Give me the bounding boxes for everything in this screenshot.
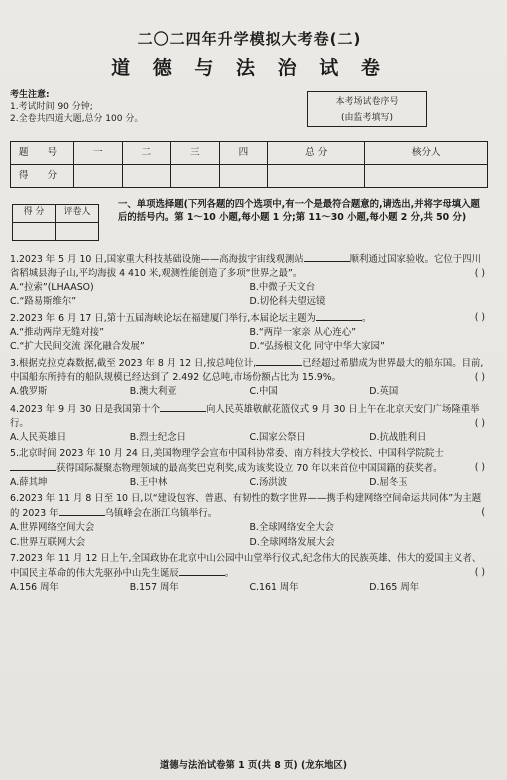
answer-bracket[interactable]: ( ) <box>474 566 485 578</box>
grader-cell <box>56 222 99 240</box>
answer-option[interactable]: B.中微子天文台 <box>249 281 316 293</box>
question-stem <box>10 447 489 476</box>
question-text: 乌镇峰会在浙江乌镇举行。 <box>104 508 218 520</box>
answer-option[interactable]: C.国家公祭日 <box>249 431 306 443</box>
answer-option[interactable]: A.薛其坤 <box>10 477 48 489</box>
question-stem <box>10 552 489 581</box>
score-header-cell: 一 <box>74 141 123 164</box>
score-cell <box>171 164 220 187</box>
question-stem <box>10 492 489 521</box>
question-text: 向人民英雄敬献花篮仪式 9 月 30 日上午在北京天安门广场隆重举行。 <box>10 403 480 429</box>
answer-option[interactable]: B.“两岸一家亲 从心连心” <box>249 327 356 339</box>
answer-option[interactable]: C.“扩大民间交流 深化融合发展” <box>10 341 145 353</box>
answer-blank <box>10 461 56 471</box>
notice-item: 2.全卷共四道大题,总分 100 分。 <box>10 113 144 124</box>
question-item <box>10 492 489 549</box>
answer-bracket[interactable]: ( ) <box>474 417 485 429</box>
answer-option[interactable]: A.“推动两岸无缝对接” <box>10 327 104 339</box>
score-cell <box>122 164 171 187</box>
answer-option[interactable]: B.王中林 <box>129 477 168 489</box>
answer-option[interactable]: D.抗战胜利日 <box>369 431 427 443</box>
answer-option[interactable]: D.全球网络发展大会 <box>249 536 335 548</box>
answer-option[interactable]: D.切伦科夫望远镜 <box>249 295 326 307</box>
answer-option[interactable]: D.屈冬玉 <box>369 477 408 489</box>
score-header-cell: 三 <box>171 141 220 164</box>
question-text: 。 <box>361 312 372 324</box>
question-item <box>10 402 489 445</box>
sequence-note: (由监考填写) <box>340 112 394 123</box>
section-instructions: 一、单项选择题(下列各题的四个选项中,有一个是最符合题意的,请选出,并将字母填入题后的括号内。第 1～10 小题,每小题 1 分;第 11～30 小题,每小题 2 分,共 50 分) <box>118 198 480 224</box>
grader-cell <box>13 222 56 240</box>
answer-option[interactable]: A.人民英雄日 <box>10 431 67 443</box>
question-text: 6.2023 年 11 月 8 日至 10 日,以“建设包容、普惠、有韧性的数字世界——携手构建网络空间命运共同体”为主题的 2023 年 <box>10 493 482 520</box>
question-list <box>10 252 489 596</box>
answer-option[interactable]: B.澳大利亚 <box>129 386 177 398</box>
option-group <box>10 385 489 399</box>
sequence-label: 本考场试卷序号 <box>335 96 399 107</box>
score-cell <box>268 164 365 187</box>
question-stem <box>10 311 489 326</box>
question-item <box>10 356 489 399</box>
answer-option[interactable]: A.156 周年 <box>10 581 59 593</box>
page-footer: 道德与法治试卷第 1 页(共 8 页) (龙东地区) <box>159 760 348 772</box>
answer-option[interactable]: A.俄罗斯 <box>10 386 48 398</box>
question-text: 1.2023 年 5 月 10 日,国家重大科技基础设施——高海拔宇宙线观测站 <box>10 253 304 265</box>
answer-option[interactable]: B.烈士纪念日 <box>129 431 187 443</box>
answer-option[interactable]: A.“拉索”(LHAASO) <box>10 281 94 293</box>
answer-blank <box>304 252 350 262</box>
answer-option[interactable]: B.全球网络安全大会 <box>249 522 334 534</box>
paper-sequence-box <box>307 91 427 127</box>
answer-option[interactable]: D.英国 <box>369 386 399 398</box>
grader-table <box>12 204 99 241</box>
score-table-header-row <box>11 141 488 164</box>
notice-heading: 考生注意: <box>10 89 50 100</box>
notice-item: 1.考试时间 90 分钟; <box>10 101 93 112</box>
answer-option[interactable]: D.“弘扬根文化 同守中华大家园” <box>249 341 385 353</box>
question-stem <box>10 402 489 431</box>
score-header-cell: 二 <box>122 141 171 164</box>
score-header-cell: 题 号 <box>11 141 74 164</box>
question-text: 。 <box>224 567 235 579</box>
exam-title: 二〇二四年升学模拟大考卷(二) <box>137 30 362 48</box>
option-group <box>10 521 489 549</box>
answer-option[interactable]: C.汤洪波 <box>249 477 288 489</box>
answer-blank <box>256 356 302 366</box>
score-cell <box>365 164 488 187</box>
question-text: 获得国际凝聚态物理领域的最高奖巴克利奖,成为该奖设立 70 年以来首位中国国籍的获奖者。 <box>56 463 443 475</box>
score-table <box>10 141 488 188</box>
score-header-cell: 四 <box>219 141 268 164</box>
score-header-cell: 核分人 <box>365 141 488 164</box>
score-cell <box>219 164 268 187</box>
answer-bracket[interactable]: ( <box>481 507 485 519</box>
question-item <box>10 552 489 595</box>
option-group <box>10 431 489 445</box>
answer-bracket[interactable]: ( ) <box>474 462 485 474</box>
option-group <box>10 476 489 490</box>
answer-blank <box>160 402 206 412</box>
answer-option[interactable]: B.157 周年 <box>129 581 179 593</box>
grader-cell: 评卷人 <box>56 204 99 222</box>
answer-option[interactable]: C.161 周年 <box>249 581 299 593</box>
answer-blank <box>179 566 225 576</box>
score-row-label: 得 分 <box>11 164 74 187</box>
question-text: 7.2023 年 11 月 12 日上午,全国政协在北京中山公园中山堂举行仪式,纪念伟大的民族英雄、伟大的爱国主义者、中国民主革命的伟大先驱孙中山先生诞辰 <box>10 552 482 579</box>
subject-title: 道 德 与 法 治 试 卷 <box>111 56 388 79</box>
answer-option[interactable]: C.“路易斯维尔” <box>10 295 77 307</box>
question-item <box>10 252 489 309</box>
question-text: 2.2023 年 6 月 17 日,第十五届海峡论坛在福建厦门举行,本届论坛主题为 <box>10 312 316 324</box>
grader-cell: 得 分 <box>13 204 56 222</box>
answer-bracket[interactable]: ( ) <box>474 372 485 384</box>
question-stem <box>10 252 489 281</box>
option-group <box>10 326 489 354</box>
notice-block <box>10 89 489 137</box>
question-text: 顺利通过国家验收。它位于四川省稻城县海子山,平均海拔 4 410 米,观测性能创造了多项“世界之最”。 <box>10 253 481 279</box>
answer-bracket[interactable]: ( ) <box>474 311 485 323</box>
score-header-cell: 总 分 <box>268 141 365 164</box>
answer-option[interactable]: A.世界网络空间大会 <box>10 522 95 534</box>
option-group <box>10 581 489 595</box>
answer-bracket[interactable]: ( ) <box>474 267 485 279</box>
question-text: 4.2023 年 9 月 30 日是我国第十个 <box>10 403 160 415</box>
answer-option[interactable]: C.中国 <box>249 386 278 398</box>
answer-blank <box>59 506 105 516</box>
question-item <box>10 311 489 354</box>
score-table-score-row <box>11 164 488 187</box>
answer-option[interactable]: D.165 周年 <box>369 581 420 593</box>
answer-blank <box>316 311 362 321</box>
question-text: 3.根据克拉克森数据,截至 2023 年 8 月 12 日,按总吨位计, <box>10 358 257 370</box>
question-item <box>10 447 489 490</box>
question-text: 5.北京时间 2023 年 10 月 24 日,美国物理学会宣布中国科协常委、南方科技大学校长、中国科学院院士 <box>10 447 444 459</box>
option-group <box>10 281 489 309</box>
answer-option[interactable]: C.世界互联网大会 <box>10 536 86 548</box>
question-text: 已经超过希腊成为世界最大的船东国。目前,中国船东所持有的船队规模已经达到了 2.492 亿总吨,市场份额占比为 15.9%。 <box>10 358 484 384</box>
section-one-header <box>10 198 489 250</box>
question-stem <box>10 356 489 385</box>
score-cell <box>74 164 123 187</box>
